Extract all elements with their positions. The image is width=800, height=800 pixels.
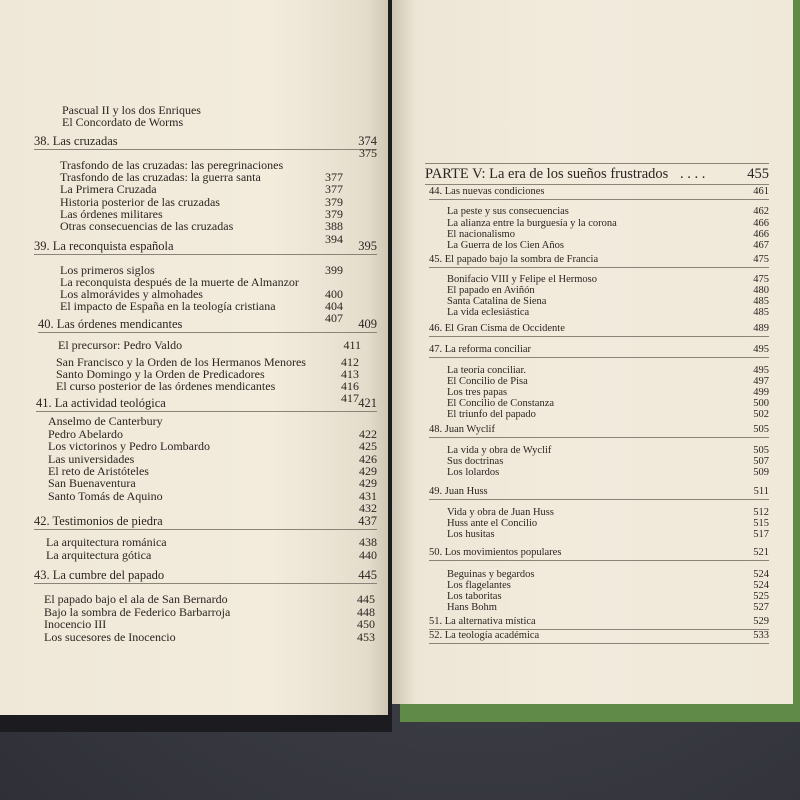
- toc-entry-title: 48. Juan Wyclif: [429, 424, 495, 435]
- left-page: [0, 0, 388, 715]
- toc-entry-title: La arquitectura románica: [46, 535, 167, 549]
- part-title-label: PARTE V: La era de los sueños frustrados: [425, 166, 669, 182]
- toc-entry-title: La alianza entre la burguesía y la corona: [447, 218, 617, 229]
- toc-entry-title: Hans Bohm: [447, 602, 497, 613]
- toc-entry-title: La Guerra de los Cien Años: [447, 240, 564, 251]
- toc-entry-page: 533: [753, 630, 769, 641]
- toc-entry-title: 42. Testimonios de piedra: [34, 514, 163, 528]
- chapter-heading: [429, 631, 769, 644]
- toc-entry-page: 509: [753, 467, 769, 478]
- toc-entry-title: 49. Juan Huss: [429, 486, 488, 497]
- chapter-heading: [429, 425, 769, 438]
- chapter-heading: [38, 318, 377, 333]
- toc-entry-title: La arquitectura gótica: [46, 548, 152, 562]
- toc-entry-title: 43. La cumbre del papado: [34, 568, 165, 582]
- toc-entry: [58, 339, 361, 352]
- toc-entry-title: Beguinas y begardos: [447, 569, 535, 580]
- toc-entry: [447, 308, 769, 321]
- toc-entry-title: El impacto de España en la teología cristiana: [60, 299, 276, 313]
- toc-entry-page: 400: [325, 287, 343, 301]
- toc-entry-title: Los taboritas: [447, 591, 502, 602]
- toc-entry-page: 505: [753, 424, 769, 435]
- toc-entry-page: 467: [753, 240, 769, 251]
- toc-entry-title: La peste y sus consecuencias: [447, 206, 569, 217]
- toc-entry-title: Los almorávides y almohades: [60, 287, 203, 301]
- toc-entry-page: 489: [753, 323, 769, 334]
- toc-entry-page: 379: [325, 195, 343, 209]
- toc-entry-page: 505: [753, 445, 769, 456]
- toc-entry-page: 462: [753, 206, 769, 217]
- toc-entry-title: Vida y obra de Juan Huss: [447, 507, 554, 518]
- toc-entry-page: 425: [359, 439, 377, 453]
- toc-entry: [60, 220, 343, 233]
- toc-entry-page: 417: [341, 391, 359, 405]
- toc-entry-page: 466: [753, 229, 769, 240]
- toc-entry-title: Los victorinos y Pedro Lombardo: [48, 439, 210, 453]
- toc-entry-title: Trasfondo de las cruzadas: las peregrinaciones: [60, 158, 284, 172]
- toc-entry-page: 448: [357, 605, 375, 619]
- chapter-heading: [429, 345, 769, 358]
- toc-entry-page: 426: [359, 452, 377, 466]
- right-page: [392, 0, 793, 704]
- toc-entry-title: Las órdenes militares: [60, 207, 163, 221]
- toc-entry-title: El triunfo del papado: [447, 409, 536, 420]
- toc-entry-page: 429: [359, 476, 377, 490]
- toc-entry-page: 485: [753, 307, 769, 318]
- toc-entry-title: El reto de Aristóteles: [48, 464, 149, 478]
- toc-entry-title: Los lolardos: [447, 467, 500, 478]
- toc-entry-page: 404: [325, 299, 343, 313]
- toc-entry-page: 379: [325, 207, 343, 221]
- toc-entry-page: 524: [753, 580, 769, 591]
- toc-entry-page: 409: [358, 317, 377, 331]
- toc-entry-title: Historia posterior de las cruzadas: [60, 195, 220, 209]
- toc-entry-page: 421: [358, 396, 377, 410]
- toc-entry-title: Los flagelantes: [447, 580, 511, 591]
- toc-entry-page: 527: [753, 602, 769, 613]
- toc-entry-page: 388: [325, 219, 343, 233]
- toc-entry-page: 377: [325, 170, 343, 184]
- chapter-heading: [34, 240, 377, 255]
- toc-entry-title: 44. Las nuevas condiciones: [429, 186, 545, 197]
- toc-entry-page: 438: [359, 535, 377, 549]
- toc-entry-page: 495: [753, 365, 769, 376]
- part-title-page: 455: [747, 166, 769, 182]
- toc-entry: [447, 603, 769, 616]
- toc-entry-page: 374: [358, 134, 377, 148]
- toc-entry-title: Huss ante el Concilio: [447, 518, 538, 529]
- toc-entry-page: 395: [358, 239, 377, 253]
- toc-entry-title: 45. El papado bajo la sombra de Francia: [429, 254, 599, 265]
- toc-entry-title: 46. El Gran Cisma de Occidente: [429, 323, 565, 334]
- toc-entry: [44, 631, 375, 644]
- toc-entry-title: 47. La reforma conciliar: [429, 344, 532, 355]
- toc-entry-page: 507: [753, 456, 769, 467]
- toc-entry-title: Santa Catalina de Siena: [447, 296, 547, 307]
- toc-entry: [62, 116, 372, 129]
- toc-entry-title: El curso posterior de las órdenes mendicantes: [56, 379, 276, 393]
- chapter-heading: [429, 617, 769, 630]
- toc-entry-title: Pedro Abelardo: [48, 427, 123, 441]
- part-title: [425, 163, 769, 185]
- toc-entry-title: El Concilio de Constanza: [447, 398, 555, 409]
- toc-entry-page: 453: [357, 630, 375, 644]
- toc-entry-title: Otras consecuencias de las cruzadas: [60, 219, 234, 233]
- toc-entry-page: 475: [753, 254, 769, 265]
- toc-entry-page: 502: [753, 409, 769, 420]
- toc-entry-title: Los husitas: [447, 529, 495, 540]
- toc-entry-title: 41. La actividad teológica: [36, 396, 166, 410]
- toc-entry-page: 416: [341, 379, 359, 393]
- toc-entry-title: Inocencio III: [44, 617, 107, 631]
- toc-entry-page: 529: [753, 616, 769, 627]
- toc-entry-title: Trasfondo de las cruzadas: la guerra santa: [60, 170, 261, 184]
- toc-entry-title: San Francisco y la Orden de los Hermanos Menores: [56, 355, 306, 369]
- toc-entry-title: Las universidades: [48, 452, 135, 466]
- toc-entry-title: El Concilio de Pisa: [447, 376, 528, 387]
- toc-entry-page: 525: [753, 591, 769, 602]
- toc-entry-title: La reconquista después de la muerte de Almanzor: [60, 275, 299, 289]
- toc-entry-page: 412: [341, 355, 359, 369]
- toc-entry-page: 377: [325, 182, 343, 196]
- toc-entry-page: 437: [358, 514, 377, 528]
- chapter-heading: [429, 255, 769, 268]
- toc-entry-title: 39. La reconquista española: [34, 239, 174, 253]
- chapter-heading: [36, 397, 377, 412]
- chapter-heading: [429, 324, 769, 337]
- toc-entry-title: La Primera Cruzada: [60, 182, 157, 196]
- toc-entry-page: 485: [753, 296, 769, 307]
- toc-entry-page: 497: [753, 376, 769, 387]
- toc-entry-page: 475: [753, 274, 769, 285]
- part-title-dots: . . . .: [679, 166, 706, 182]
- toc-entry-page: 511: [753, 486, 769, 497]
- toc-entry-page: 440: [359, 548, 377, 562]
- toc-entry-page: 480: [753, 285, 769, 296]
- toc-entry-page: 466: [753, 218, 769, 229]
- toc-entry-page: 515: [753, 518, 769, 529]
- toc-entry-page: 429: [359, 464, 377, 478]
- toc-entry-page: 499: [753, 387, 769, 398]
- toc-entry-page: 461: [753, 186, 769, 197]
- toc-entry-page: 432: [359, 501, 377, 515]
- toc-entry-title: 38. Las cruzadas: [34, 134, 118, 148]
- toc-entry-page: 445: [358, 568, 377, 582]
- toc-entry-title: Santo Domingo y la Orden de Predicadores: [56, 367, 265, 381]
- toc-entry: [447, 410, 769, 423]
- toc-entry-page: 411: [343, 338, 361, 352]
- chapter-heading: [429, 187, 769, 200]
- toc-entry-title: Los sucesores de Inocencio: [44, 630, 176, 644]
- toc-entry-page: 450: [357, 617, 375, 631]
- toc-entry-title: Los primeros siglos: [60, 263, 155, 277]
- toc-entry-title: Santo Tomás de Aquino: [48, 489, 163, 503]
- chapter-heading: [429, 487, 769, 500]
- toc-entry: [46, 549, 377, 562]
- toc-entry-title: La teoría conciliar.: [447, 365, 527, 376]
- toc-entry-page: 422: [359, 427, 377, 441]
- chapter-heading: [34, 569, 377, 584]
- toc-entry-title: 50. Los movimientos populares: [429, 547, 562, 558]
- toc-entry-title: 40. Las órdenes mendicantes: [38, 317, 183, 331]
- toc-entry-page: 524: [753, 569, 769, 580]
- toc-entry-title: Sus doctrinas: [447, 456, 504, 467]
- toc-entry-title: El precursor: Pedro Valdo: [58, 338, 183, 352]
- toc-entry-page: 517: [753, 529, 769, 540]
- toc-entry-title: El Concordato de Worms: [62, 115, 184, 129]
- toc-entry-title: 52. La teología académica: [429, 630, 540, 641]
- toc-entry-page: 495: [753, 344, 769, 355]
- toc-entry-page: 413: [341, 367, 359, 381]
- toc-entry-title: Pascual II y los dos Enriques: [62, 103, 201, 117]
- toc-entry-title: El papado bajo el ala de San Bernardo: [44, 592, 228, 606]
- toc-entry-page: 512: [753, 507, 769, 518]
- toc-entry-page: 521: [753, 547, 769, 558]
- toc-entry-page: 445: [357, 592, 375, 606]
- toc-entry-title: Bonifacio VIII y Felipe el Hermoso: [447, 274, 597, 285]
- toc-entry-title: Anselmo de Canterbury: [48, 414, 163, 428]
- toc-entry-title: El nacionalismo: [447, 229, 515, 240]
- part-title-text: [425, 166, 705, 183]
- toc-entry-title: 51. La alternativa mística: [429, 616, 536, 627]
- toc-entry-title: El papado en Aviñón: [447, 285, 535, 296]
- toc-entry-title: La vida eclesiástica: [447, 307, 530, 318]
- toc-entry-page: 375: [359, 146, 377, 160]
- toc-entry-title: Los tres papas: [447, 387, 508, 398]
- chapter-heading: [429, 548, 769, 561]
- toc-entry-title: Bajo la sombra de Federico Barbarroja: [44, 605, 231, 619]
- toc-entry: [447, 530, 769, 543]
- chapter-heading: [34, 515, 377, 530]
- toc-entry-page: 500: [753, 398, 769, 409]
- toc-entry-title: La vida y obra de Wyclif: [447, 445, 552, 456]
- toc-entry-page: 394: [325, 232, 343, 246]
- toc-entry: [447, 241, 769, 254]
- toc-entry-title: San Buenaventura: [48, 476, 136, 490]
- toc-entry-page: 431: [359, 489, 377, 503]
- toc-entry: [447, 468, 769, 481]
- toc-entry-page: 407: [325, 311, 343, 325]
- toc-entry-page: 399: [325, 263, 343, 277]
